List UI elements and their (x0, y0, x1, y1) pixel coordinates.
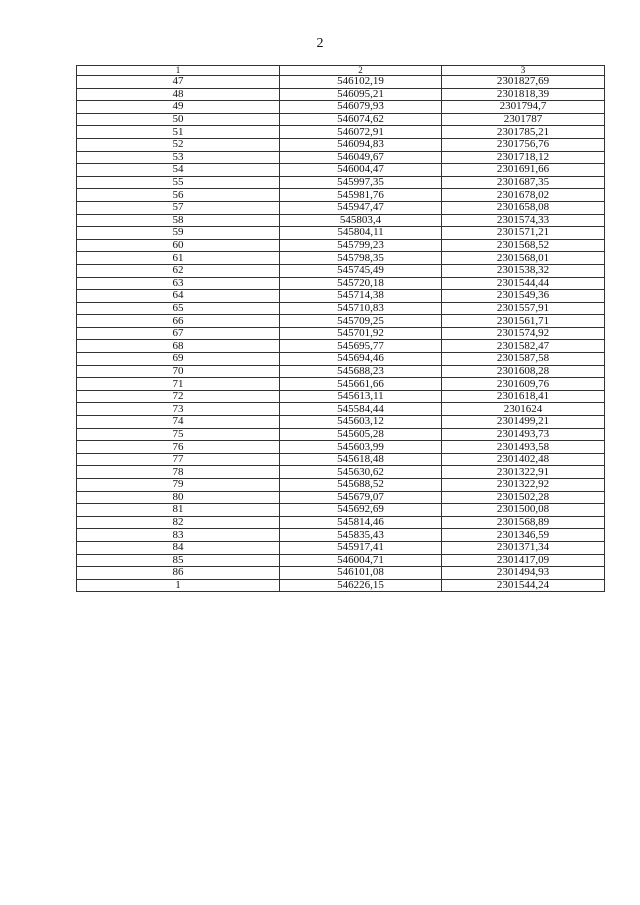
point-number-cell: 69 (77, 353, 280, 366)
point-number-cell: 51 (77, 126, 280, 139)
table-row (77, 353, 605, 366)
point-number-cell: 78 (77, 466, 280, 479)
y-coordinate-cell: 2301687,35 (442, 176, 605, 189)
y-coordinate-cell: 2301493,73 (442, 428, 605, 441)
point-number-cell: 84 (77, 541, 280, 554)
table-row (77, 403, 605, 416)
table-row (77, 504, 605, 517)
x-coordinate-cell: 545709,25 (280, 315, 442, 328)
point-number-cell: 79 (77, 479, 280, 492)
table-row (77, 252, 605, 265)
x-coordinate-cell: 545714,38 (280, 290, 442, 303)
table-body (77, 66, 605, 592)
table-row (77, 554, 605, 567)
x-coordinate-cell: 545745,49 (280, 264, 442, 277)
table-row (77, 126, 605, 139)
point-number-cell: 48 (77, 88, 280, 101)
y-coordinate-cell: 2301322,92 (442, 479, 605, 492)
y-coordinate-cell: 2301568,89 (442, 516, 605, 529)
point-number-cell: 47 (77, 76, 280, 89)
x-coordinate-cell: 545694,46 (280, 353, 442, 366)
point-number-cell: 61 (77, 252, 280, 265)
table-row (77, 201, 605, 214)
point-number-cell: 60 (77, 239, 280, 252)
point-number-cell: 56 (77, 189, 280, 202)
x-coordinate-cell: 545661,66 (280, 378, 442, 391)
table-row (77, 441, 605, 454)
x-coordinate-cell: 545804,11 (280, 227, 442, 240)
point-number-cell: 83 (77, 529, 280, 542)
x-coordinate-cell: 545981,76 (280, 189, 442, 202)
x-coordinate-cell: 545603,99 (280, 441, 442, 454)
column-header: 3 (442, 66, 605, 76)
table-row (77, 113, 605, 126)
x-coordinate-cell: 545947,47 (280, 201, 442, 214)
y-coordinate-cell: 2301371,34 (442, 541, 605, 554)
table-row (77, 491, 605, 504)
point-number-cell: 59 (77, 227, 280, 240)
table-row (77, 151, 605, 164)
y-coordinate-cell: 2301571,21 (442, 227, 605, 240)
y-coordinate-cell: 2301322,91 (442, 466, 605, 479)
table-row (77, 340, 605, 353)
y-coordinate-cell: 2301502,28 (442, 491, 605, 504)
y-coordinate-cell: 2301785,21 (442, 126, 605, 139)
y-coordinate-cell: 2301561,71 (442, 315, 605, 328)
point-number-cell: 58 (77, 214, 280, 227)
point-number-cell: 68 (77, 340, 280, 353)
table-row (77, 428, 605, 441)
x-coordinate-cell: 545603,12 (280, 416, 442, 429)
y-coordinate-cell: 2301587,58 (442, 353, 605, 366)
table-row (77, 302, 605, 315)
x-coordinate-cell: 545679,07 (280, 491, 442, 504)
coordinates-table (76, 65, 605, 592)
y-coordinate-cell: 2301756,76 (442, 138, 605, 151)
y-coordinate-cell: 2301609,76 (442, 378, 605, 391)
point-number-cell: 65 (77, 302, 280, 315)
point-number-cell: 67 (77, 327, 280, 340)
x-coordinate-cell: 546226,15 (280, 579, 442, 592)
point-number-cell: 50 (77, 113, 280, 126)
y-coordinate-cell: 2301500,08 (442, 504, 605, 517)
column-header: 2 (280, 66, 442, 76)
x-coordinate-cell: 545997,35 (280, 176, 442, 189)
x-coordinate-cell: 545798,35 (280, 252, 442, 265)
x-coordinate-cell: 546049,67 (280, 151, 442, 164)
x-coordinate-cell: 545688,52 (280, 479, 442, 492)
point-number-cell: 53 (77, 151, 280, 164)
y-coordinate-cell: 2301549,36 (442, 290, 605, 303)
table-row (77, 416, 605, 429)
y-coordinate-cell: 2301608,28 (442, 365, 605, 378)
table-row (77, 516, 605, 529)
point-number-cell: 74 (77, 416, 280, 429)
y-coordinate-cell: 2301582,47 (442, 340, 605, 353)
point-number-cell: 49 (77, 101, 280, 114)
point-number-cell: 55 (77, 176, 280, 189)
y-coordinate-cell: 2301346,59 (442, 529, 605, 542)
x-coordinate-cell: 545917,41 (280, 541, 442, 554)
y-coordinate-cell: 2301499,21 (442, 416, 605, 429)
x-coordinate-cell: 545584,44 (280, 403, 442, 416)
point-number-cell: 54 (77, 164, 280, 177)
table-row (77, 378, 605, 391)
point-number-cell: 62 (77, 264, 280, 277)
column-header: 1 (77, 66, 280, 76)
x-coordinate-cell: 546072,91 (280, 126, 442, 139)
table-row (77, 227, 605, 240)
point-number-cell: 57 (77, 201, 280, 214)
x-coordinate-cell: 546079,93 (280, 101, 442, 114)
point-number-cell: 75 (77, 428, 280, 441)
table-row (77, 529, 605, 542)
point-number-cell: 86 (77, 567, 280, 580)
point-number-cell: 73 (77, 403, 280, 416)
table-row (77, 541, 605, 554)
table-header-row (77, 66, 605, 76)
table-row (77, 453, 605, 466)
table-row (77, 101, 605, 114)
x-coordinate-cell: 546102,19 (280, 76, 442, 89)
table-row (77, 76, 605, 89)
x-coordinate-cell: 546004,71 (280, 554, 442, 567)
table-row (77, 466, 605, 479)
x-coordinate-cell: 545710,83 (280, 302, 442, 315)
y-coordinate-cell: 2301568,52 (442, 239, 605, 252)
table-row (77, 138, 605, 151)
x-coordinate-cell: 546095,21 (280, 88, 442, 101)
y-coordinate-cell: 2301574,92 (442, 327, 605, 340)
table-row (77, 579, 605, 592)
table-row (77, 214, 605, 227)
point-number-cell: 1 (77, 579, 280, 592)
y-coordinate-cell: 2301827,69 (442, 76, 605, 89)
x-coordinate-cell: 545701,92 (280, 327, 442, 340)
table-row (77, 189, 605, 202)
table-row (77, 479, 605, 492)
x-coordinate-cell: 545630,62 (280, 466, 442, 479)
y-coordinate-cell: 2301678,02 (442, 189, 605, 202)
page-number: 2 (316, 36, 324, 51)
y-coordinate-cell: 2301557,91 (442, 302, 605, 315)
point-number-cell: 81 (77, 504, 280, 517)
point-number-cell: 70 (77, 365, 280, 378)
y-coordinate-cell: 2301818,39 (442, 88, 605, 101)
y-coordinate-cell: 2301618,41 (442, 390, 605, 403)
point-number-cell: 71 (77, 378, 280, 391)
table-row (77, 239, 605, 252)
x-coordinate-cell: 545695,77 (280, 340, 442, 353)
x-coordinate-cell: 546101,08 (280, 567, 442, 580)
table-row (77, 315, 605, 328)
table-row (77, 277, 605, 290)
x-coordinate-cell: 545605,28 (280, 428, 442, 441)
point-number-cell: 82 (77, 516, 280, 529)
x-coordinate-cell: 545618,48 (280, 453, 442, 466)
point-number-cell: 80 (77, 491, 280, 504)
y-coordinate-cell: 2301494,93 (442, 567, 605, 580)
table-row (77, 164, 605, 177)
table-row (77, 567, 605, 580)
x-coordinate-cell: 545799,23 (280, 239, 442, 252)
x-coordinate-cell: 545613,11 (280, 390, 442, 403)
table-row (77, 290, 605, 303)
y-coordinate-cell: 2301493,58 (442, 441, 605, 454)
table-row (77, 88, 605, 101)
y-coordinate-cell: 2301624 (442, 403, 605, 416)
x-coordinate-cell: 546094,83 (280, 138, 442, 151)
point-number-cell: 77 (77, 453, 280, 466)
x-coordinate-cell: 545803,4 (280, 214, 442, 227)
x-coordinate-cell: 545814,46 (280, 516, 442, 529)
y-coordinate-cell: 2301402,48 (442, 453, 605, 466)
x-coordinate-cell: 545835,43 (280, 529, 442, 542)
x-coordinate-cell: 546004,47 (280, 164, 442, 177)
table-row (77, 327, 605, 340)
point-number-cell: 64 (77, 290, 280, 303)
y-coordinate-cell: 2301544,44 (442, 277, 605, 290)
point-number-cell: 52 (77, 138, 280, 151)
table-row (77, 176, 605, 189)
x-coordinate-cell: 545720,18 (280, 277, 442, 290)
table-row (77, 390, 605, 403)
x-coordinate-cell: 545688,23 (280, 365, 442, 378)
point-number-cell: 72 (77, 390, 280, 403)
y-coordinate-cell: 2301787 (442, 113, 605, 126)
point-number-cell: 63 (77, 277, 280, 290)
x-coordinate-cell: 546074,62 (280, 113, 442, 126)
y-coordinate-cell: 2301568,01 (442, 252, 605, 265)
x-coordinate-cell: 545692,69 (280, 504, 442, 517)
y-coordinate-cell: 2301658,08 (442, 201, 605, 214)
point-number-cell: 76 (77, 441, 280, 454)
y-coordinate-cell: 2301538,32 (442, 264, 605, 277)
y-coordinate-cell: 2301544,24 (442, 579, 605, 592)
point-number-cell: 66 (77, 315, 280, 328)
y-coordinate-cell: 2301691,66 (442, 164, 605, 177)
table-row (77, 264, 605, 277)
y-coordinate-cell: 2301574,33 (442, 214, 605, 227)
y-coordinate-cell: 2301417,09 (442, 554, 605, 567)
y-coordinate-cell: 2301718,12 (442, 151, 605, 164)
point-number-cell: 85 (77, 554, 280, 567)
table-row (77, 365, 605, 378)
y-coordinate-cell: 2301794,7 (442, 101, 605, 114)
